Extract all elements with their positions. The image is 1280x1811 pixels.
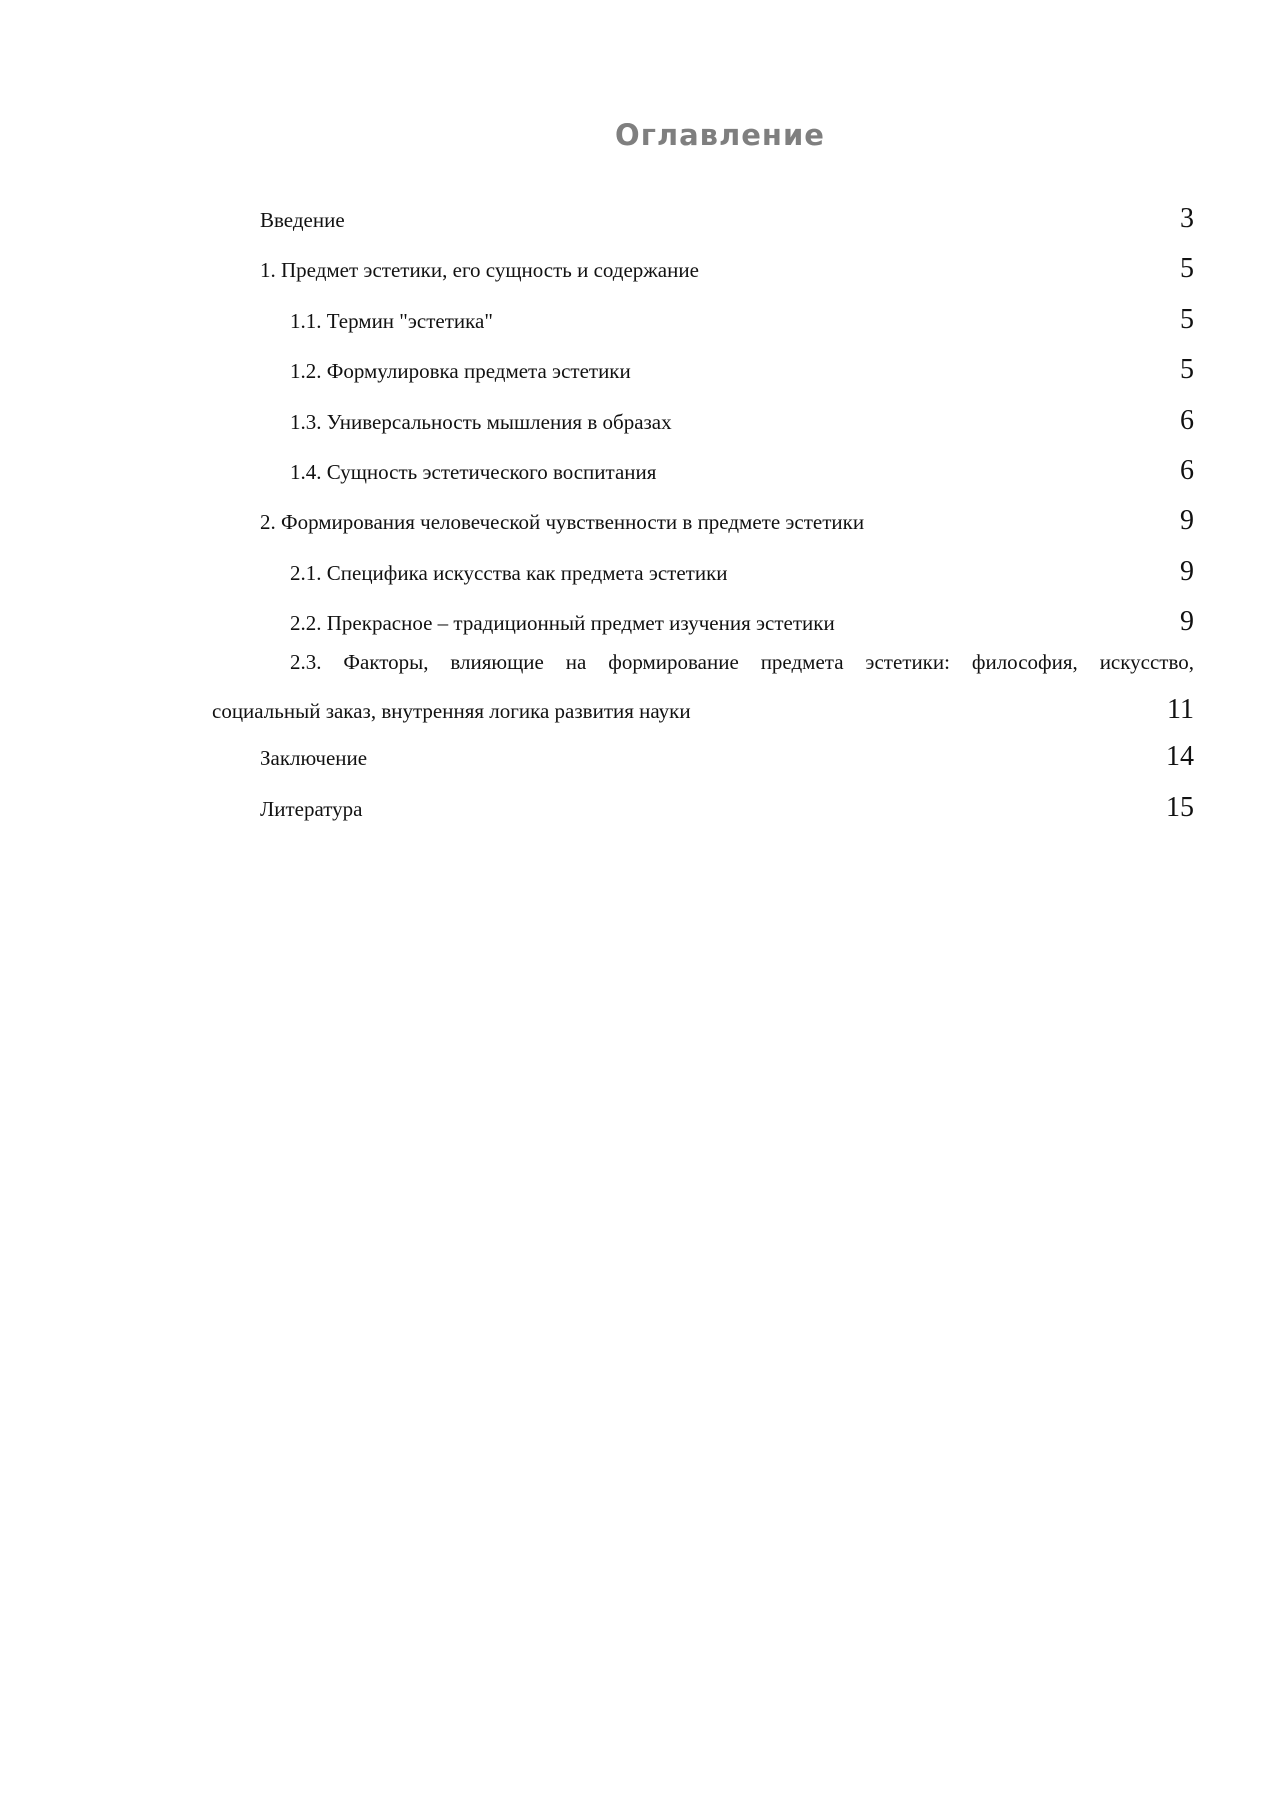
toc-entry-page: 9	[1180, 606, 1194, 637]
toc-entry-label: Литература	[260, 797, 363, 821]
toc-entry[interactable]	[0, 199, 1280, 239]
toc-entry-page: 15	[1166, 792, 1194, 823]
toc-entry-label: 2. Формирования человеческой чувственности в предмете эстетики	[260, 510, 865, 534]
toc-entry-label: 1.3. Универсальность мышления в образах	[290, 410, 672, 434]
toc-entry[interactable]	[0, 300, 1280, 340]
toc-entry[interactable]	[0, 788, 1280, 828]
toc-entry-page: 9	[1180, 505, 1194, 536]
toc-entry-label-line2: социальный заказ, внутренняя логика развития науки	[212, 699, 691, 723]
toc-entry-label: 1.1. Термин "эстетика"	[290, 309, 493, 333]
toc-entry[interactable]	[0, 401, 1280, 441]
toc-entry-page: 6	[1180, 405, 1194, 436]
toc-entry-page: 5	[1180, 253, 1194, 284]
toc-entry-page: 9	[1180, 556, 1194, 587]
toc-entry[interactable]	[0, 646, 1280, 730]
toc-entry[interactable]	[0, 552, 1280, 592]
toc-entry-page: 5	[1180, 354, 1194, 385]
toc-entry-label-line1: 2.3. Факторы, влияющие на формирование предмета эстетики: философия, искусство,	[290, 650, 1194, 674]
toc-entry-page: 14	[1166, 741, 1194, 772]
toc-entry-page: 5	[1180, 304, 1194, 335]
toc-entry-label: Введение	[260, 208, 345, 232]
toc-entry-label: 2.2. Прекрасное – традиционный предмет изучения эстетики	[290, 611, 835, 635]
toc-entry[interactable]	[0, 602, 1280, 642]
toc-entry[interactable]	[0, 350, 1280, 390]
toc-entry-page: 3	[1180, 203, 1194, 234]
toc-entry-page: 11	[1167, 694, 1194, 725]
toc-entry-page: 6	[1180, 455, 1194, 486]
toc-entry-label: 1.2. Формулировка предмета эстетики	[290, 359, 631, 383]
toc-entry[interactable]	[0, 501, 1280, 541]
toc-entry-label: 1. Предмет эстетики, его сущность и содержание	[260, 258, 699, 282]
toc-entry-label: 1.4. Сущность эстетического воспитания	[290, 460, 657, 484]
toc-entry[interactable]	[0, 451, 1280, 491]
toc-entry[interactable]	[0, 249, 1280, 289]
toc-entry-label: 2.1. Специфика искусства как предмета эстетики	[290, 561, 728, 585]
toc-entry[interactable]	[0, 737, 1280, 777]
toc-entry-label: Заключение	[260, 746, 368, 770]
page-title: Оглавление	[615, 118, 825, 152]
